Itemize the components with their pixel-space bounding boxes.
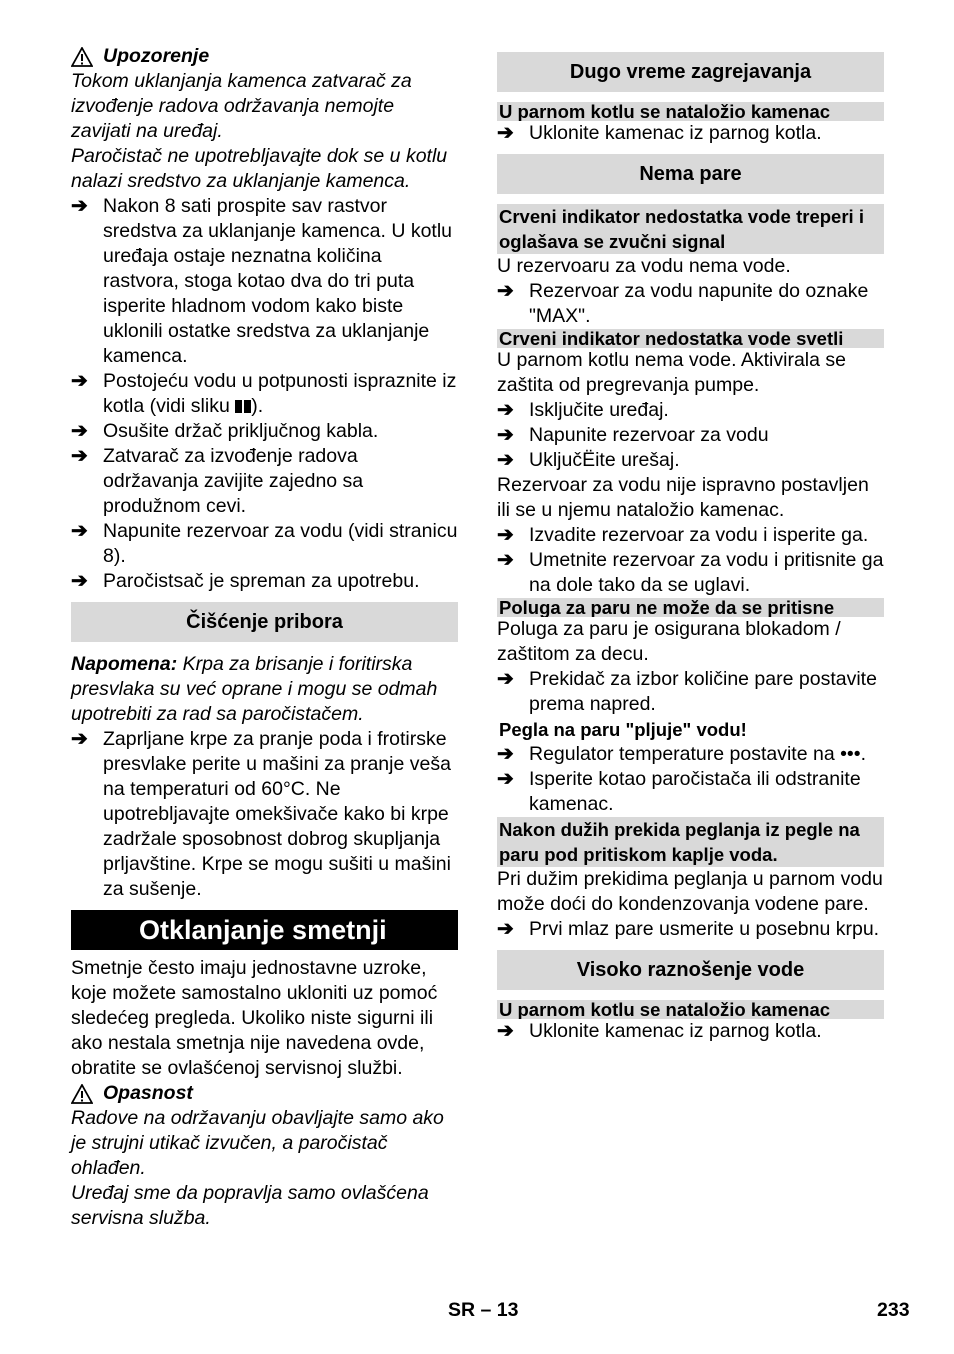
list-item: ➔ Uklonite kamenac iz parnog kotla. — [497, 1020, 822, 1042]
body-text: U rezervoaru za vodu nema vode. — [497, 255, 791, 277]
warning-heading — [71, 44, 458, 69]
figure-reference-icon — [235, 400, 251, 413]
arrow-icon: ➔ — [71, 570, 88, 592]
right-column — [497, 44, 884, 1044]
list-item: ➔ Napunite rezervoar za vodu (vidi stranicu 8). — [71, 520, 458, 567]
list-item: ➔ Paročistsač je spreman za upotrebu. — [71, 570, 420, 592]
list-item: ➔ Nakon 8 sati prospite sav rastvor sredstva za uklanjanje kamenca. U kotlu uređaja ostaje neznatna količina rastvora, stoga kotao dva do tri puta isperite hladnom vodom kako biste uklonili ostatke sredstva za uklanjanje kamenca. — [71, 195, 453, 367]
list-item: ➔ Postojeću vodu u potpunosti ispraznite iz kotla (vidi sliku ). — [71, 370, 457, 417]
danger-text-2: Uređaj sme da popravlja samo ovlašćena servisna služba. — [71, 1182, 429, 1229]
intro-text: Smetnje često imaju jednostavne uzroke, koje možete samostalno ukloniti uz pomoć sledećeg pregleda. Ukoliko niste sigurni ili ako nestala smetnja nije navedena ovde, obratite se ovlašćenoj servisnoj službi. — [71, 957, 438, 1079]
list-item: ➔ Napunite rezervoar za vodu — [497, 424, 769, 446]
arrow-icon: ➔ — [71, 445, 88, 467]
arrow-icon: ➔ — [497, 524, 514, 546]
list-item: ➔ Zatvarač za izvođenje radova održavanja zavijite zajedno sa produžnom cevi. — [71, 445, 364, 517]
list-item: ➔ Isperite kotao paročistača ili odstranite kamenac. — [497, 768, 861, 815]
arrow-icon: ➔ — [71, 370, 88, 392]
section-heading-no-steam: Nema pare — [497, 154, 884, 194]
danger-text-1: Radove na održavanju obavljajte samo ako je strujni utikač izvučen, a paročistač ohlađen. — [71, 1107, 444, 1179]
list-item: ➔ UključËite urešaj. — [497, 449, 680, 471]
section-heading-cleaning: Čišćenje pribora — [71, 602, 458, 642]
note: Napomena: Krpa za brisanje i foritirska presvlaka su već oprane i mogu se odmah upotrebiti za rad sa paročistačem. — [71, 653, 438, 725]
list-item: ➔ Prvi mlaz pare usmerite u posebnu krpu. — [497, 918, 880, 940]
arrow-icon: ➔ — [497, 1020, 514, 1042]
warning-triangle-icon — [71, 47, 93, 67]
arrow-icon: ➔ — [497, 743, 514, 765]
danger-heading — [71, 1081, 458, 1106]
section-heading-water: Visoko raznošenje vode — [497, 950, 884, 990]
list-item: ➔ Regulator temperature postavite na •••. — [497, 743, 866, 765]
list-item: ➔ Prekidač za izbor količine pare postavite prema napred. — [497, 668, 877, 715]
footer-section: SR – 13 — [448, 1299, 519, 1321]
left-column — [71, 44, 458, 1231]
body-text: U parnom kotlu nema vode. Aktivirala se zaštita od pregrevanja pumpe. — [497, 349, 847, 396]
subheading: Crveni indikator nedostatka vode treperi i oglašava se zvučni signal — [497, 204, 884, 254]
arrow-icon: ➔ — [71, 420, 88, 442]
arrow-icon: ➔ — [497, 280, 514, 302]
section-heading-heating: Dugo vreme zagrejavanja — [497, 52, 884, 92]
body-text: Poluga za paru je osigurana blokadom / zaštitom za decu. — [497, 618, 841, 665]
chapter-heading: Otklanjanje smetnji — [71, 910, 458, 950]
arrow-icon: ➔ — [497, 449, 514, 471]
arrow-icon: ➔ — [497, 549, 514, 571]
list-item: ➔ Osušite držač priključnog kabla. — [71, 420, 379, 442]
page-number: 233 — [877, 1299, 910, 1321]
list-item: ➔ Zaprljane krpe za pranje poda i frotirske presvlake perite u mašini za pranje veša na temperaturi od 60°C. Ne upotrebljavajte omekšivače kako bi krpe zadržale sposobnost dobrog skupljanja prljavštine. Krpe se mogu sušiti u mašini za sušenje. — [71, 728, 451, 900]
arrow-icon: ➔ — [71, 728, 88, 750]
subheading: U parnom kotlu se nataložio kamenac — [497, 1000, 884, 1019]
subheading: Poluga za paru ne može da se pritisne — [497, 598, 884, 617]
body-text: Pri dužim prekidima peglanja u parnom vodu može doći do kondenzovanja vodene pare. — [497, 868, 883, 915]
list-item: ➔ Isključite uređaj. — [497, 399, 669, 421]
warning-text-1: Tokom uklanjanja kamenca zatvarač za izvođenje radova održavanja nemojte zavijati na uređaj. — [71, 70, 412, 142]
warning-text-2: Paročistač ne upotrebljavajte dok se u kotlu nalazi sredstvo za uklanjanje kamenca. — [71, 145, 448, 192]
subheading: Pegla na paru "pljuje" vodu! — [499, 719, 747, 740]
list-item: ➔ Uklonite kamenac iz parnog kotla. — [497, 122, 822, 144]
subheading: Nakon dužih prekida peglanja iz pegle na paru pod pritiskom kaplje voda. — [497, 817, 884, 867]
warning-title: Upozorenje — [103, 45, 210, 67]
warning-triangle-icon — [71, 1084, 93, 1104]
arrow-icon: ➔ — [497, 122, 514, 144]
body-text: Rezervoar za vodu nije ispravno postavljen ili se u njemu nataložio kamenac. — [497, 474, 869, 521]
arrow-icon: ➔ — [497, 918, 514, 940]
arrow-icon: ➔ — [497, 668, 514, 690]
arrow-icon: ➔ — [497, 768, 514, 790]
arrow-icon: ➔ — [497, 424, 514, 446]
subheading: U parnom kotlu se nataložio kamenac — [497, 102, 884, 121]
arrow-icon: ➔ — [71, 195, 88, 217]
list-item: ➔ Umetnite rezervoar za vodu i pritisnite ga na dole tako da se uglavi. — [497, 549, 884, 596]
arrow-icon: ➔ — [71, 520, 88, 542]
list-item: ➔ Rezervoar za vodu napunite do oznake "MAX". — [497, 280, 869, 327]
danger-title: Opasnost — [103, 1082, 193, 1104]
subheading: Crveni indikator nedostatka vode svetli — [497, 329, 884, 348]
list-item: ➔ Izvadite rezervoar za vodu i isperite ga. — [497, 524, 869, 546]
arrow-icon: ➔ — [497, 399, 514, 421]
